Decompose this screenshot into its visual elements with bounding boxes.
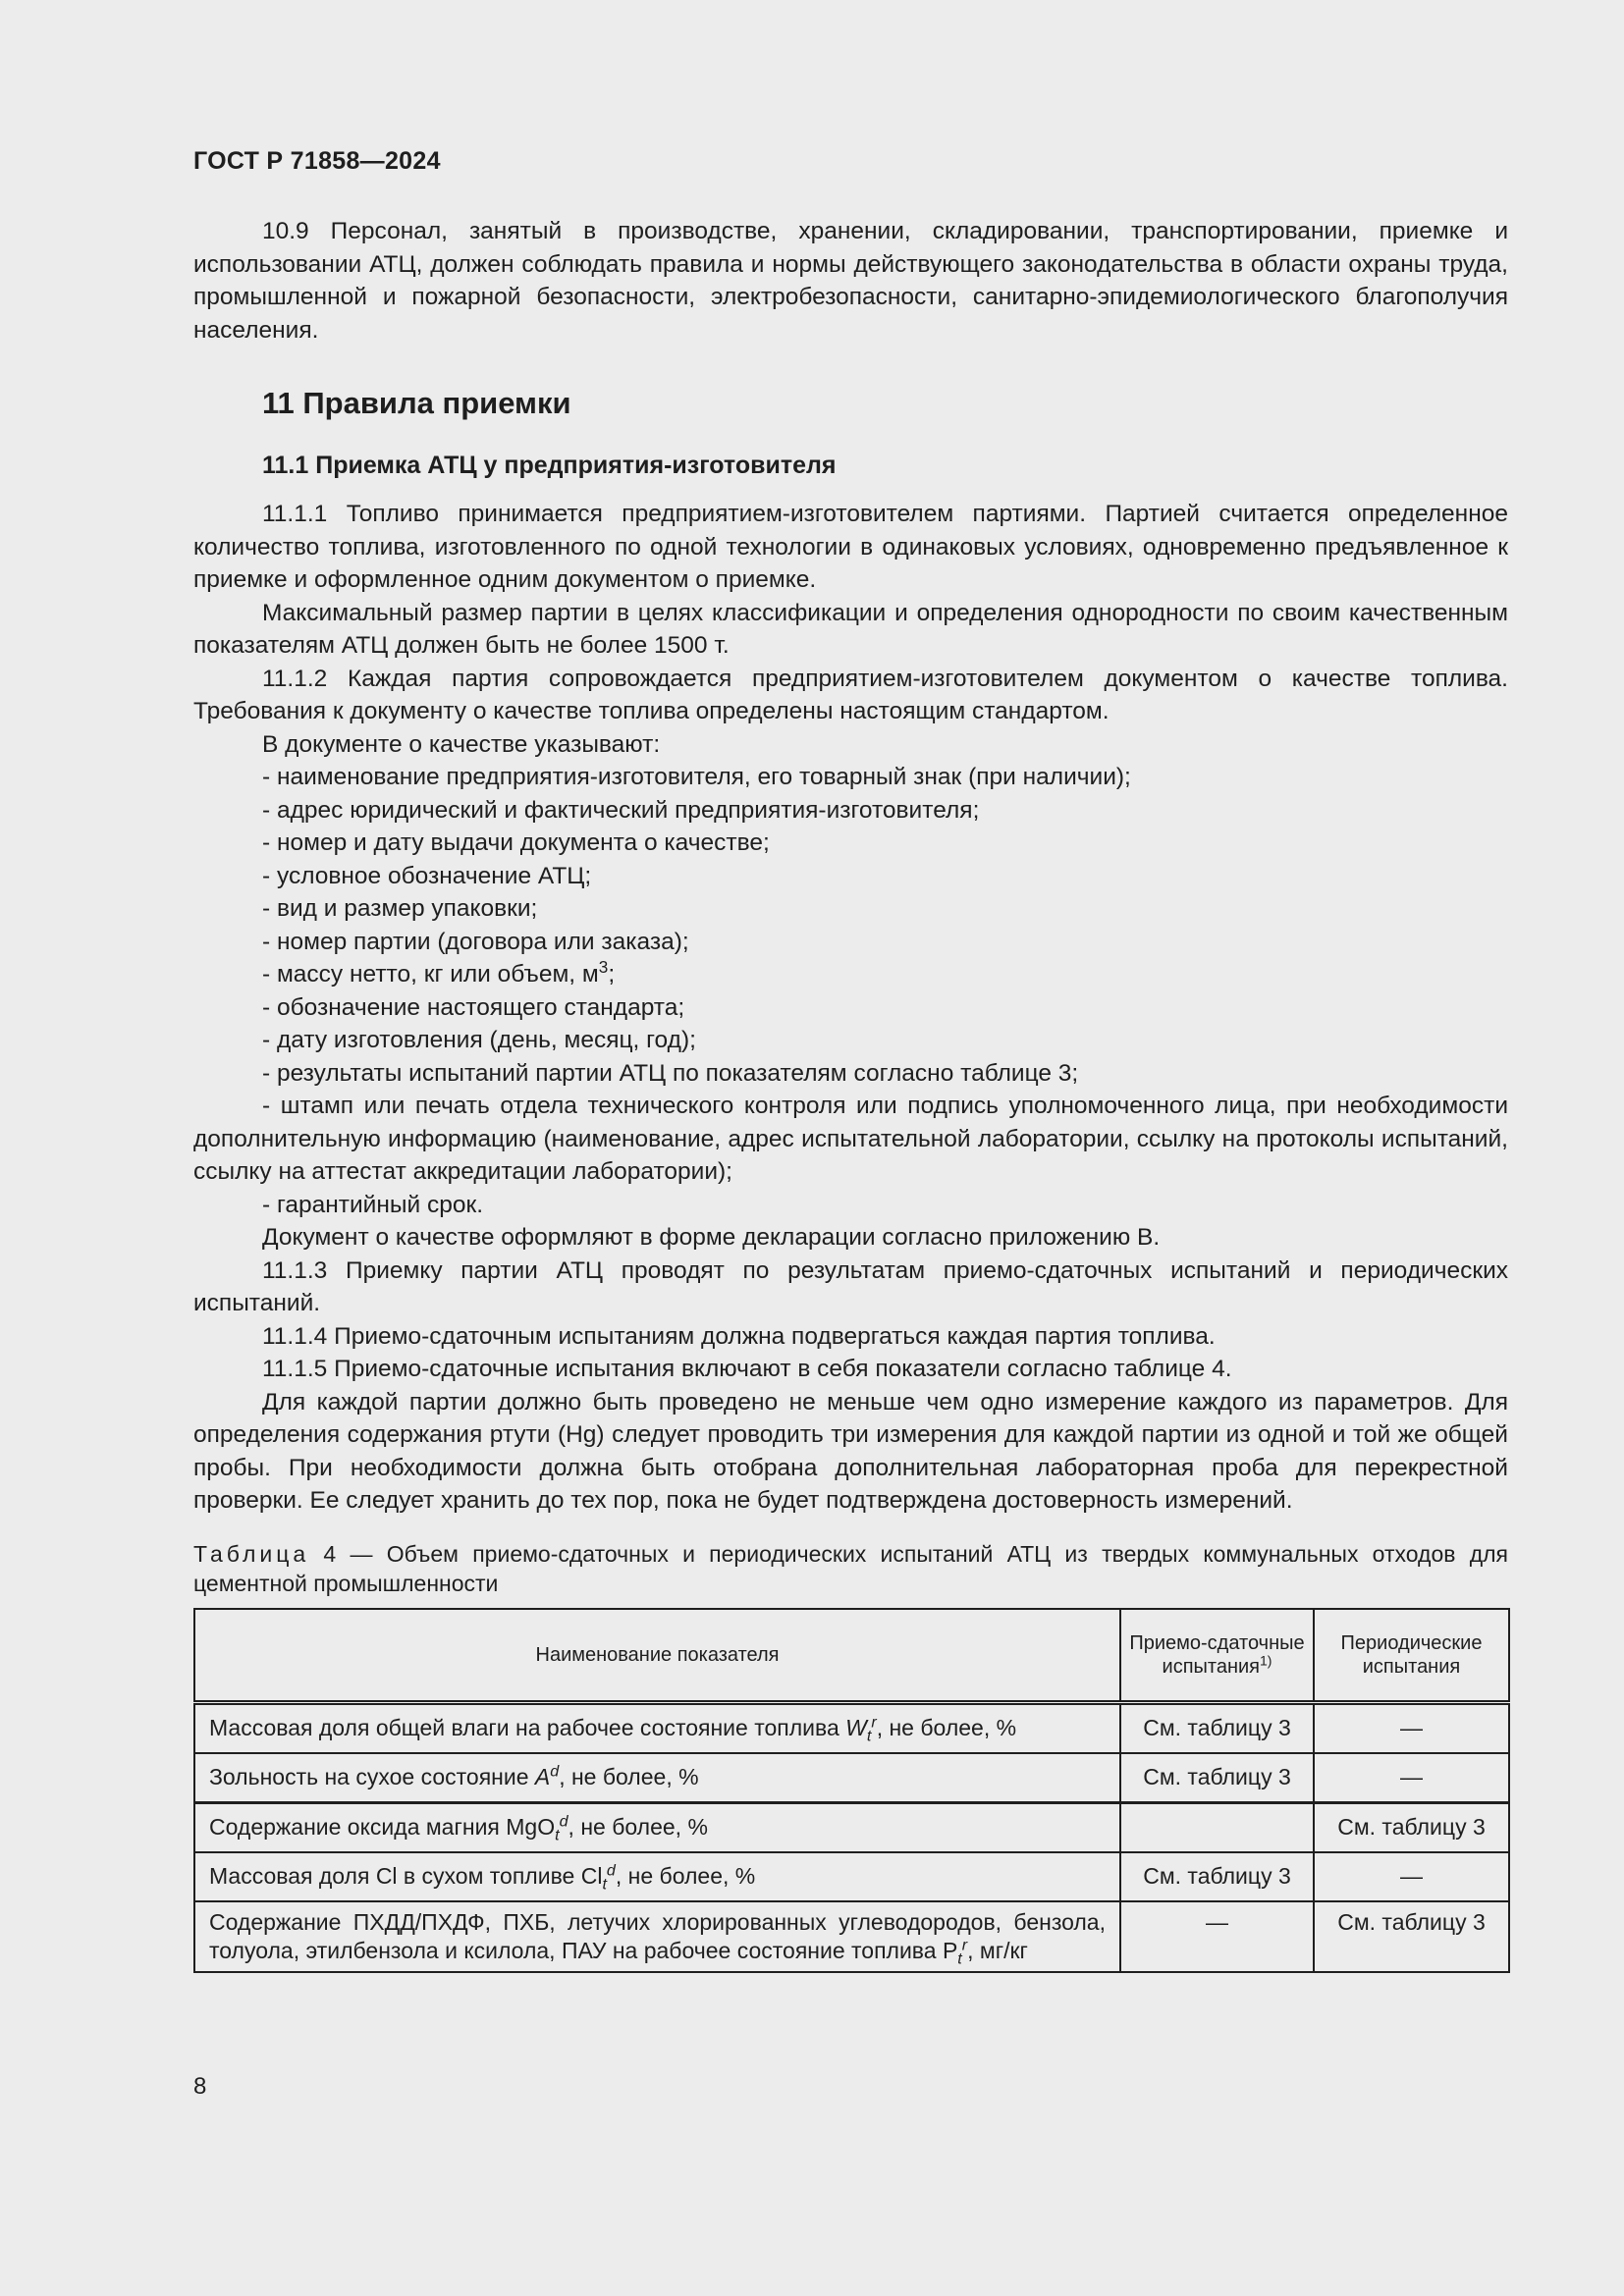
paragraph-max-batch: Максимальный размер партии в целях классификации и определения однородности по своим качественным показателям АТЦ должен быть не более 1500 т. — [193, 599, 1508, 659]
standard-header: ГОСТ Р 71858—2024 — [193, 147, 441, 175]
cell-name: Содержание ПХДД/ПХДФ, ПХБ, летучих хлорированных углеводородов, бензола, толуола, этилбензола и ксилола, ПАУ на рабочее состояние топлива $P_t^r$, мг/кг — [194, 1901, 1120, 1972]
cell-periodic: — — [1314, 1702, 1509, 1753]
cell-acceptance: См. таблицу 3 — [1120, 1852, 1314, 1901]
cell-name: Массовая доля Cl в сухом топливе $Cl_t^d$, не более, % — [194, 1852, 1120, 1901]
list-item: - наименование предприятия-изготовителя, его товарный знак (при наличии); — [262, 764, 1131, 790]
list-item: - обозначение настоящего стандарта; — [262, 993, 685, 1021]
col-header-acceptance: Приемо-сдаточные испытания$^{1)}$ — [1120, 1609, 1314, 1703]
cell-name: Массовая доля общей влаги на рабочее состояние топлива $W_t^r$, не более, % — [194, 1702, 1120, 1753]
subsection-title: 11.1 Приемка АТЦ у предприятия-изготовителя — [262, 452, 837, 479]
table-row — [194, 1802, 1509, 1852]
document-page — [193, 147, 1508, 1973]
table-caption: Таблица 4 — Объем приемо-сдаточных и периодических испытаний АТЦ из твердых коммунальных отходов для цементной промышленности — [193, 1540, 1508, 1596]
paragraph-each-batch: Для каждой партии должно быть проведено не меньше чем одно измерение каждого из параметров. Для определения содержания ртути (Hg) следует проводить три измерения для каждой партии из одной и той же общей пробы. При необходимости должна быть отобрана дополнительная лабораторная проба для перекрестной проверки. Ее следует хранить до тех пор, пока не будет подтверждена достоверность измерений. — [193, 1388, 1508, 1514]
cell-periodic: — — [1314, 1852, 1509, 1901]
cell-acceptance: — — [1120, 1901, 1314, 1972]
table-row — [194, 1702, 1509, 1753]
cell-periodic: См. таблицу 3 — [1314, 1802, 1509, 1852]
list-item: - номер партии (договора или заказа); — [262, 928, 689, 955]
paragraph-declaration: Документ о качестве оформляют в форме декларации согласно приложению В. — [262, 1224, 1161, 1251]
cell-acceptance — [1120, 1802, 1314, 1852]
list-item: - номер и дату выдачи документа о качестве; — [262, 829, 770, 856]
list-item-mass: - массу нетто, кг или объем, $м^3$; — [262, 956, 616, 988]
table-row — [194, 1753, 1509, 1803]
paragraph-11-1-2: 11.1.2 Каждая партия сопровождается предприятием-изготовителем документом о качестве топлива. Требования к документу о качестве топлива определены настоящим стандартом. — [193, 665, 1508, 724]
cell-acceptance: См. таблицу 3 — [1120, 1702, 1314, 1753]
tests-table — [193, 1608, 1510, 1973]
list-item: - адрес юридический и фактический предприятия-изготовителя; — [262, 796, 980, 824]
cell-name: Зольность на сухое состояние $A^d$, не более, % — [194, 1753, 1120, 1803]
list-item: - дату изготовления (день, месяц, год); — [262, 1027, 696, 1053]
paragraph-11-1-4: 11.1.4 Приемо-сдаточным испытаниям должна подвергаться каждая партия топлива. — [262, 1322, 1216, 1350]
list-item: - условное обозначение АТЦ; — [262, 862, 592, 889]
cell-name: Содержание оксида магния MgO$_t^d$, не более, % — [194, 1802, 1120, 1852]
table-row — [194, 1901, 1509, 1972]
paragraph-11-1-5: 11.1.5 Приемо-сдаточные испытания включают в себя показатели согласно таблице 4. — [262, 1356, 1232, 1382]
table-row — [194, 1852, 1509, 1901]
list-item: - вид и размер упаковки; — [262, 895, 538, 922]
paragraph-10-9: 10.9 Персонал, занятый в производстве, хранении, складировании, транспортировании, приемке и использовании АТЦ, должен соблюдать правила и нормы действующего законодательства в области охраны труда, промышленной и пожарной безопасности, электробезопасности, санитарно-эпидемиологического благополучия населения. — [193, 218, 1508, 344]
paragraph-11-1-3: 11.1.3 Приемку партии АТЦ проводят по результатам приемо-сдаточных испытаний и периодических испытаний. — [193, 1256, 1508, 1316]
section-title: 11 Правила приемки — [262, 386, 571, 420]
cell-periodic: — — [1314, 1753, 1509, 1803]
list-item: - результаты испытаний партии АТЦ по показателям согласно таблице 3; — [262, 1059, 1079, 1087]
cell-periodic: См. таблицу 3 — [1314, 1901, 1509, 1972]
list-item-stamp: - штамп или печать отдела технического контроля или подпись уполномоченного лица, при необходимости дополнительную информацию (наименование, адрес испытательной лаборатории, ссылку на протоколы испытаний, ссылку на аттестат аккредитации лаборатории); — [193, 1093, 1508, 1185]
doc-intro: В документе о качестве указывают: — [262, 730, 661, 758]
col-header-periodic: Периодические испытания — [1314, 1609, 1509, 1703]
col-header-name: Наименование показателя — [194, 1609, 1120, 1703]
page-number: 8 — [193, 2073, 207, 2100]
paragraph-11-1-1: 11.1.1 Топливо принимается предприятием-изготовителем партиями. Партией считается определенное количество топлива, изготовленного по одной технологии в одинаковых условиях, одновременно предъявленное к приемке и оформленное одним документом о приемке. — [193, 501, 1508, 593]
table-header-row — [194, 1609, 1509, 1703]
cell-acceptance: См. таблицу 3 — [1120, 1753, 1314, 1803]
list-item: - гарантийный срок. — [262, 1191, 484, 1218]
